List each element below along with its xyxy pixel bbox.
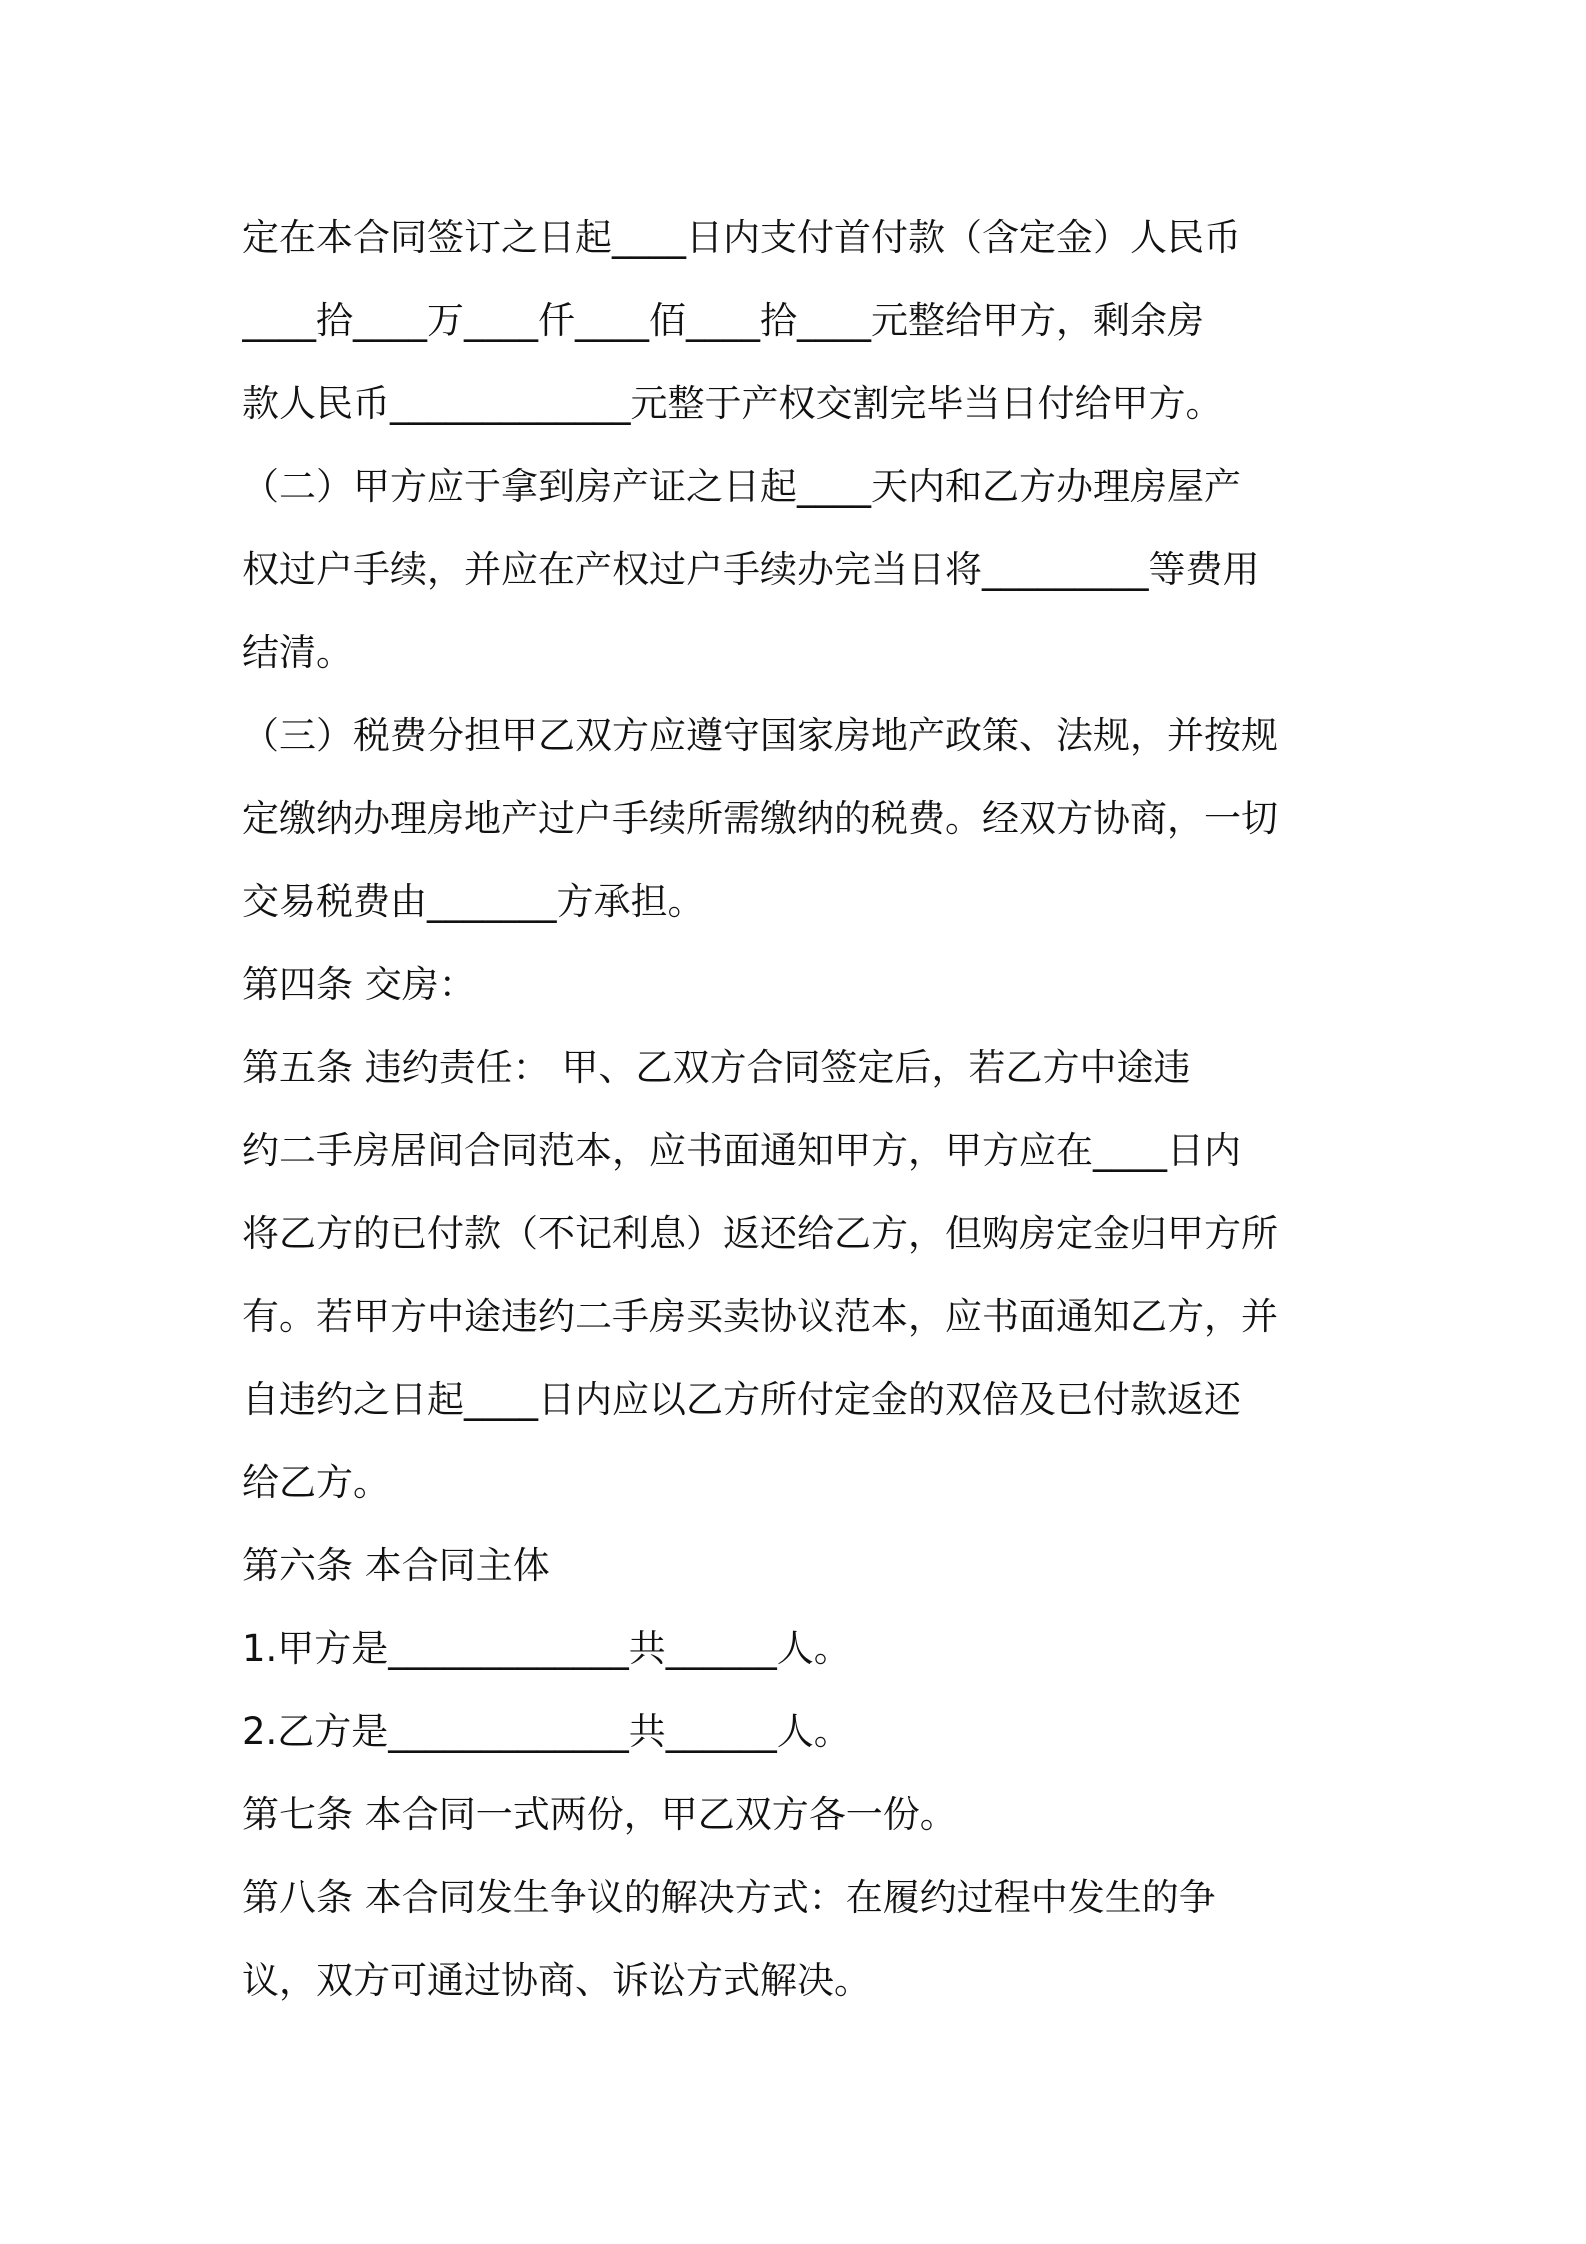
text-line: 交易税费由_______方承担。 xyxy=(242,880,705,923)
text-line: （二）甲方应于拿到房产证之日起____天内和乙方办理房屋产 xyxy=(242,465,1241,508)
article-heading: 第五条 违约责任： 甲、乙双方合同签定后，若乙方中途违 xyxy=(242,1046,1191,1089)
text-line: 定在本合同签订之日起____日内支付首付款（含定金）人民币 xyxy=(242,216,1241,259)
document-body xyxy=(242,196,1354,2022)
text-line: 议，双方可通过协商、诉讼方式解决。 xyxy=(242,1959,871,2002)
text-line: 定缴纳办理房地产过户手续所需缴纳的税费。经双方协商，一切 xyxy=(242,797,1278,840)
article-heading: 第六条 本合同主体 xyxy=(242,1544,550,1587)
article-heading: 第四条 交房： xyxy=(242,963,476,1006)
text-line: 约二手房居间合同范本，应书面通知甲方，甲方应在____日内 xyxy=(242,1129,1241,1172)
text-line: ____拾____万____仟____佰____拾____元整给甲方，剩余房 xyxy=(242,299,1204,342)
text-line: 结清。 xyxy=(242,631,353,674)
party-line: 2.乙方是_____________共______人。 xyxy=(242,1710,851,1753)
text-line: （三）税费分担甲乙双方应遵守国家房地产政策、法规，并按规 xyxy=(242,714,1278,757)
party-line: 1.甲方是_____________共______人。 xyxy=(242,1627,851,1670)
text-line: 款人民币_____________元整于产权交割完毕当日付给甲方。 xyxy=(242,382,1223,425)
article-heading: 第七条 本合同一式两份，甲乙双方各一份。 xyxy=(242,1793,957,1836)
text-line: 自违约之日起____日内应以乙方所付定金的双倍及已付款返还 xyxy=(242,1378,1241,1421)
article-heading: 第八条 本合同发生争议的解决方式：在履约过程中发生的争 xyxy=(242,1876,1216,1919)
text-line: 将乙方的已付款（不记利息）返还给乙方，但购房定金归甲方所 xyxy=(242,1212,1278,1255)
text-line: 有。若甲方中途违约二手房买卖协议范本，应书面通知乙方，并 xyxy=(242,1295,1278,1338)
text-line: 权过户手续，并应在产权过户手续办完当日将_________等费用 xyxy=(242,548,1260,591)
text-line: 给乙方。 xyxy=(242,1461,390,1504)
